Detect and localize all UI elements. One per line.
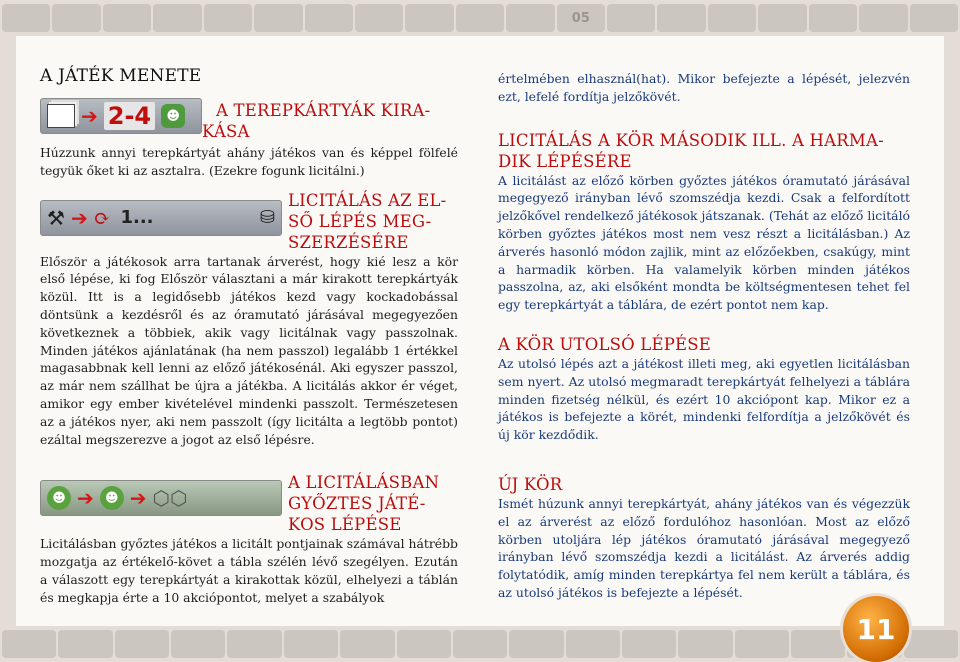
terep-heading-line2: KÁSA bbox=[202, 122, 250, 141]
winner-icon-strip bbox=[40, 480, 282, 516]
winner-heading-line1: A LICITÁLÁSBAN bbox=[288, 473, 440, 493]
border-tile bbox=[284, 630, 338, 658]
winner-heading-line3: KOS LÉPÉSE bbox=[288, 515, 402, 535]
licit1-heading-line2: SŐ LÉPÉS MEG- bbox=[288, 211, 432, 231]
border-tile bbox=[227, 630, 281, 658]
border-tile bbox=[708, 4, 756, 32]
border-tile bbox=[52, 4, 100, 32]
decorative-border-right bbox=[944, 36, 960, 626]
border-tile bbox=[103, 4, 151, 32]
border-tile bbox=[809, 4, 857, 32]
border-tile bbox=[2, 630, 56, 658]
new-round-body: Ismét húzunk annyi terepkártyát, ahány játékos van és végezzük el az árverést az előző fordulóhoz hasonlóan. Most az előző körben utoljára lép játékos óramutató járásával megegyező irányban lévő szomszédja kezdi a licitálást. Az árverés addig folytatódik, amíg minden terepkártya fel nem került a táblára, és az utolsó játékos is befejezte a lépését. bbox=[498, 495, 910, 600]
border-tile bbox=[204, 4, 252, 32]
border-tile bbox=[758, 4, 806, 32]
figure-icon: ☻ bbox=[47, 486, 71, 510]
border-tile bbox=[453, 630, 507, 658]
board-tile-icon: ⬡⬡ bbox=[152, 486, 188, 511]
border-tile bbox=[904, 630, 958, 658]
border-tile bbox=[254, 4, 302, 32]
border-tile bbox=[859, 4, 907, 32]
licit2-heading-line2: DIK LÉPÉSÉRE bbox=[498, 151, 632, 171]
border-tile bbox=[910, 4, 958, 32]
card-stack-icon bbox=[47, 104, 75, 128]
border-tile bbox=[657, 4, 705, 32]
decorative-border-left bbox=[0, 36, 16, 626]
border-tile bbox=[58, 630, 112, 658]
border-tile bbox=[355, 4, 403, 32]
border-tile bbox=[397, 630, 451, 658]
border-tile bbox=[153, 4, 201, 32]
terep-heading-line1: A TEREPKÁRTYÁK KIRA- bbox=[216, 101, 431, 120]
arrow-right-icon: ➔ bbox=[81, 104, 98, 128]
border-tile bbox=[735, 630, 789, 658]
page-number: 11 bbox=[843, 596, 909, 662]
draw-cards-icon-strip bbox=[40, 98, 202, 134]
player-figure-icon: ☻ bbox=[161, 104, 185, 128]
border-tile bbox=[405, 4, 453, 32]
decorative-border-bottom bbox=[0, 626, 960, 662]
last-step-body: Az utolsó lépés azt a játékost illeti meg, aki egyetlen licitálásban sem nyert. Az utolsó megmaradt terepkártyát felhelyezi a táblára minden fizetség nélkül, és ezért 10 akciópont kap. Mikor ez a játékos is befejezte a körét, mindenki felfordítja a jelzőkövét és új kör kezdődik. bbox=[498, 355, 910, 443]
last-step-heading: A KÖR UTOLSÓ LÉPÉSE bbox=[498, 334, 712, 354]
arrow-right-icon: ➔ bbox=[77, 486, 94, 511]
licit1-heading-line3: SZERZÉSÉRE bbox=[288, 232, 409, 252]
border-tile bbox=[2, 4, 50, 32]
player-count-label: 2-4 bbox=[104, 102, 155, 130]
arrow-right-icon: ➔ bbox=[70, 205, 88, 230]
continuation-text: értelmében elhasznál(hat). Mikor befejezte a lépését, jelezvén ezt, lefelé fordítja jelzőkövét. bbox=[498, 71, 910, 104]
right-column bbox=[498, 66, 910, 602]
left-column bbox=[40, 66, 458, 607]
border-tile bbox=[115, 630, 169, 658]
first-step-label: 1... bbox=[120, 207, 154, 229]
licit1-heading-line1: LICITÁLÁS AZ EL- bbox=[288, 190, 447, 210]
arrow-right-icon: ➔ bbox=[129, 486, 147, 511]
border-tile bbox=[506, 4, 554, 32]
border-tile bbox=[456, 4, 504, 32]
winner-body: Licitálásban győztes játékos a licitált pontjainak számával hátrébb mozgatja az értékelő-követ a tábla szélén lévő szegélyen. Ezután a válaszott egy terepkártyát a kirakottak közül, elhelyezi a táblán és megkapja érte a 10 akciópontot, melyet a szabályok bbox=[40, 536, 458, 605]
licit2-body: A licitálást az előző körben győztes játékos óramutató járásával megegyező irányban lévő szomszédja kezdi. Csak a felfordított jelzőkővel rendelkező játékosok játszanak. (Tehát az előző licitáló körben győztes játékos most nem vesz részt a licitálásban.) Az árverés hasonló módon zajlik, mint az előzőekben, csakúgy, mint a harmadik körben. Ha valamelyik körben minden játékos passzolna, az, aki elsőként mondta be költségmentesen tehet fel egy terepkártyát a táblára, de ezért pontot nem kap. bbox=[498, 172, 910, 313]
border-tile bbox=[340, 630, 394, 658]
pot-icon: ⛁ bbox=[259, 207, 275, 229]
new-round-heading: ÚJ KÖR bbox=[498, 474, 563, 494]
terep-body: Húzzunk annyi terepkártyát ahány játékos van és képpel fölfelé tegyük őket ki az asztalra. (Ezekre fogunk licitálni.) bbox=[40, 145, 458, 178]
border-tile bbox=[171, 630, 225, 658]
border-tile bbox=[607, 4, 655, 32]
border-tile bbox=[566, 630, 620, 658]
licit2-heading-line1: LICITÁLÁS A KÖR MÁSODIK ILL. A HARMA- bbox=[498, 130, 884, 150]
border-tile bbox=[305, 4, 353, 32]
border-tile bbox=[509, 630, 563, 658]
figure-icon: ☻ bbox=[100, 486, 124, 510]
decorative-border-top bbox=[0, 0, 960, 36]
border-tile bbox=[791, 630, 845, 658]
bidding-icon-strip bbox=[40, 200, 282, 236]
licit1-body: Először a játékosok arra tartanak árverést, hogy kié lesz a kör első lépése, ki fog Először választani a már kirakott terepkártyák közül. Itt is a legidősebb játékos kezd vagy kockadobással döntsünk a kezdésről és az óramutató járásával megegyezően következnek a többiek, akik vagy licitálnak vagy passzolnak. Minden játékos ajánlatának (ha nem passzol) legalább 1 értékkel magasabbnak kell lenni az előző játékosénál. Aki egyszer passzol, az már nem szállhat be újra a játékba. A licitálás akkor ér véget, amikor egy ember kivételével mindenki passzolt. Természetesen az a játékos nyer, aki nem passzolt (így licitálta a legtöbb pontot) ezáltal megszerezve a jogot az első lépésre. bbox=[40, 253, 458, 447]
border-tile bbox=[678, 630, 732, 658]
winner-heading-line2: GYŐZTES JÁTÉ- bbox=[288, 494, 426, 514]
border-tile: 05 bbox=[557, 4, 605, 32]
gavel-icon: ⚒ bbox=[47, 205, 65, 230]
section-title: A JÁTÉK MENETE bbox=[40, 66, 202, 86]
border-tile bbox=[622, 630, 676, 658]
cycle-icon: ⟳ bbox=[93, 205, 111, 230]
